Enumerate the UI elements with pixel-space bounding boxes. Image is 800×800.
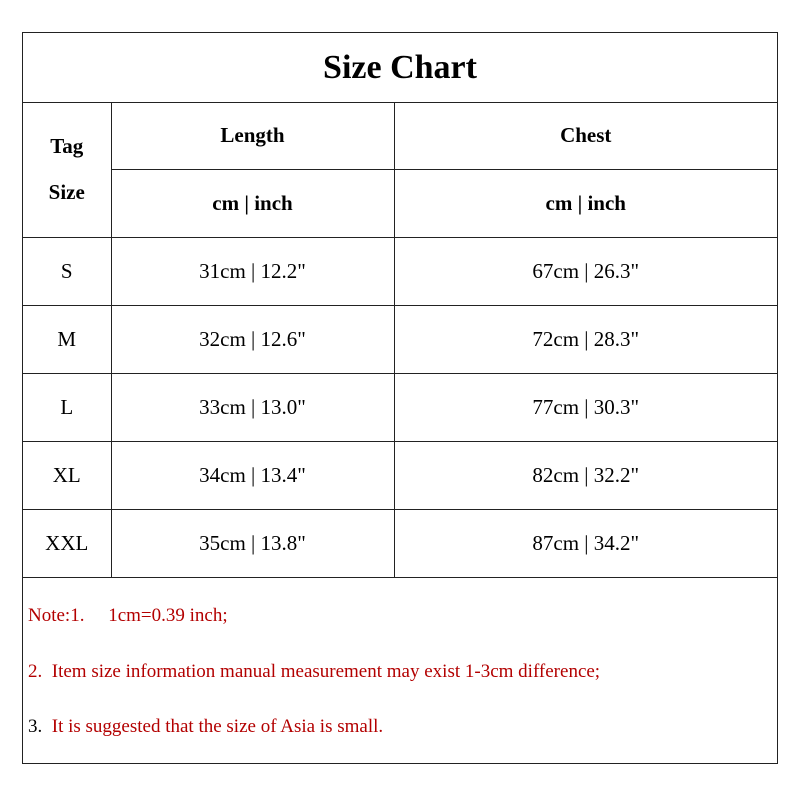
size-chart-frame xyxy=(22,32,778,764)
length-unit-header: cm | inch xyxy=(111,169,394,237)
tag-header-line2: Size xyxy=(48,180,85,205)
length-cell: 32cm | 12.6" xyxy=(111,305,394,373)
note-2 xyxy=(28,661,600,683)
table-unit-row xyxy=(23,169,777,237)
chest-cell: 82cm | 32.2" xyxy=(394,441,777,509)
table-row xyxy=(23,509,777,577)
size-cell: M xyxy=(23,305,111,373)
chest-unit-header: cm | inch xyxy=(394,169,777,237)
note-3-text: It is suggested that the size of Asia is small. xyxy=(51,716,384,737)
chest-cell: 87cm | 34.2" xyxy=(394,509,777,577)
note-3 xyxy=(28,716,383,738)
length-cell: 35cm | 13.8" xyxy=(111,509,394,577)
note-1-text: 1cm=0.39 inch; xyxy=(108,605,228,626)
note-2-prefix: 2. xyxy=(28,661,43,682)
table-row xyxy=(23,373,777,441)
chest-cell: 72cm | 28.3" xyxy=(394,305,777,373)
chest-header: Chest xyxy=(394,102,777,169)
size-table xyxy=(23,102,777,578)
chest-cell: 77cm | 30.3" xyxy=(394,373,777,441)
length-cell: 34cm | 13.4" xyxy=(111,441,394,509)
length-header: Length xyxy=(111,102,394,169)
chart-title: Size Chart xyxy=(23,33,777,103)
size-cell: S xyxy=(23,237,111,305)
table-row xyxy=(23,305,777,373)
note-2-text: Item size information manual measurement may exist 1-3cm difference; xyxy=(51,661,601,682)
table-header-row xyxy=(23,102,777,169)
size-cell: XL xyxy=(23,441,111,509)
size-cell: XXL xyxy=(23,509,111,577)
note-3-prefix: 3. xyxy=(28,716,43,737)
length-cell: 31cm | 12.2" xyxy=(111,237,394,305)
tag-size-header xyxy=(23,102,111,237)
note-1-prefix: Note:1. xyxy=(28,605,85,626)
size-cell: L xyxy=(23,373,111,441)
note-1 xyxy=(28,605,228,627)
table-row xyxy=(23,237,777,305)
chest-cell: 67cm | 26.3" xyxy=(394,237,777,305)
length-cell: 33cm | 13.0" xyxy=(111,373,394,441)
table-row xyxy=(23,441,777,509)
tag-header-line1: Tag xyxy=(50,134,84,159)
